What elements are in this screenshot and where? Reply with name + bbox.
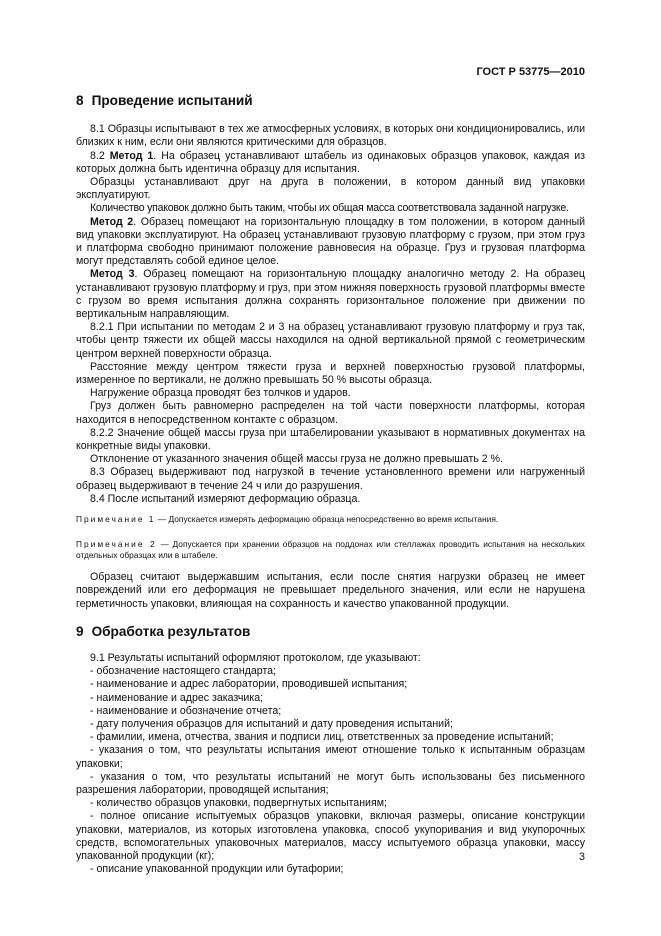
para-8-2-1: 8.2.1 При испытании по методам 2 и 3 на образец устанавливают грузовую платформу и груз так, чтобы центр тяжести их общей массы находился на одной вертикальной прямой с геометрическим центром верхней поверхности образца.: [76, 321, 585, 360]
para-8-2-b: Образцы устанавливают друг на друга в положении, в котором данный вид упаковки эксплуатируют.: [76, 176, 585, 202]
section-8-heading: [76, 94, 585, 107]
para-8-2-1-b: Расстояние между центром тяжести груза и верхней поверхностью грузовой платформы, измеренное по вертикали, не должно превышать 50 % высоты образца.: [76, 360, 585, 387]
section-9-number: 9: [76, 623, 84, 639]
note-2: [76, 539, 585, 561]
list-item: - описание упакованной продукции или бутафории;: [90, 863, 344, 876]
method-2-label: Метод 2: [90, 215, 134, 228]
note-1-text: — Допускается измерять деформацию образца непосредственно во время испытания.: [155, 514, 499, 525]
section-8-title: Проведение испытаний: [91, 93, 253, 108]
para-8-2: [76, 150, 585, 176]
para-9-1: 9.1 Результаты испытаний оформляют протоколом, где указывают:: [90, 651, 421, 664]
para-8-1: 8.1 Образцы испытывают в тех же атмосферных условиях, в которых они кондиционировались, или близких к ним, если они являются критическими для образцов.: [76, 123, 585, 149]
page-content: [76, 90, 585, 876]
page-number: 3: [578, 851, 585, 863]
para-final: Образец считают выдержавшим испытания, если после снятия нагрузки образец не имеет повреждений или его деформация не превышает предельного значения, или если не нарушена герметичность упаковки, влияющая на сохранность и качество упакованной продукции.: [76, 571, 585, 610]
list-item: - наименование и адрес лаборатории, проводившей испытания;: [90, 678, 408, 691]
section-9-title: Обработка результатов: [91, 623, 251, 639]
para-8-2-1-d: Груз должен быть равномерно распределен на той части поверхности платформы, которая находится в непосредственном контакте с образцом.: [76, 400, 585, 426]
note-1: [76, 514, 585, 525]
list-item: - наименование и адрес заказчика;: [90, 691, 264, 704]
list-item: - дату получения образцов для испытаний и дату проведения испытаний;: [90, 717, 453, 730]
section-8-number: 8: [76, 93, 84, 108]
list-item: - обозначение настоящего стандарта;: [90, 665, 277, 678]
note-2-text: — Допускается при хранении образцов на поддонах или стеллажах проводить испытания на нескольких отдельных образцах или в штабеле.: [76, 539, 585, 561]
list-item: - наименование и обозначение отчета;: [90, 704, 282, 717]
para-8-2-2-b: Отклонение от указанного значения общей массы груза не должно превышать 2 %.: [90, 453, 503, 466]
list-item: - полное описание испытуемых образцов упаковки, включая размеры, описание конструкции упаковки, материалов, из которых изготовлена упаковка, способ укупоривания и вид укупорочных средств, вспомогательных упаковочных материалов, массу испытуемого образца упаковки, массу упакованной продукции (кг);: [76, 810, 585, 862]
para-8-4: 8.4 После испытаний измеряют деформацию образца.: [90, 492, 361, 505]
para-8-2-1-c: Нагружение образца проводят без толчков и ударов.: [90, 387, 351, 400]
list-item: - количество образцов упаковки, подвергнутых испытаниям;: [90, 797, 387, 810]
method-2-text: . Образец помещают на горизонтальную площадку в том положении, в котором данный вид упаковки эксплуатируют. На образец устанавливают грузовую платформу с грузом, при этом груз и платформа свободно принимают положение равновесия на образце. Груз и грузовая платформа могут представлять собой единое целое.: [76, 215, 585, 268]
para-method-3: [76, 268, 585, 321]
note-1-label: Примечание 1: [76, 514, 156, 525]
method-3-text: . Образец помещают на горизонтальную площадку аналогично методу 2. На образец устанавливают грузовую платформу и груз, при этом нижняя поверхность грузовой платформы вместе с грузом во время испытания должна сохранять горизонтальное положение при движении по вертикальным направляющим.: [76, 268, 585, 321]
method-3-label: Метод 3: [90, 268, 135, 281]
list-item: - указания о том, что результаты испытания имеют отношение только к испытанным образцам упаковки;: [76, 744, 585, 770]
list-item: - указания о том, что результаты испытаний не могут быть использованы без письменного разрешения лаборатории, проводящей испытания;: [76, 770, 585, 796]
para-method-2: [76, 216, 585, 269]
para-8-2-c: Количество упаковок должно быть таким, чтобы их общая масса соответствовала заданной нагрузке.: [90, 202, 569, 215]
section-9-heading: [76, 625, 585, 638]
list-item: - фамилии, имена, отчества, звания и подписи лиц, ответственных за проведение испытаний;: [90, 731, 554, 744]
note-2-label: Примечание 2: [76, 539, 157, 550]
para-8-2-2: 8.2.2 Значение общей массы груза при штабелировании указывают в нормативных документах на конкретные виды упаковки.: [76, 426, 585, 453]
para-8-2-text: . На образец устанавливают штабель из одинаковых образцов упаковок, каждая из которых должна быть идентична образцу для испытания.: [76, 149, 585, 175]
method-1-label: Метод 1: [109, 149, 154, 162]
para-8-3: 8.3 Образец выдерживают под нагрузкой в течение установленного времени или нагруженный образец выдерживают в течение 24 ч или до разрушения.: [76, 466, 585, 492]
standard-header: ГОСТ Р 53775—2010: [476, 66, 585, 78]
para-8-2-number: 8.2: [90, 149, 105, 162]
